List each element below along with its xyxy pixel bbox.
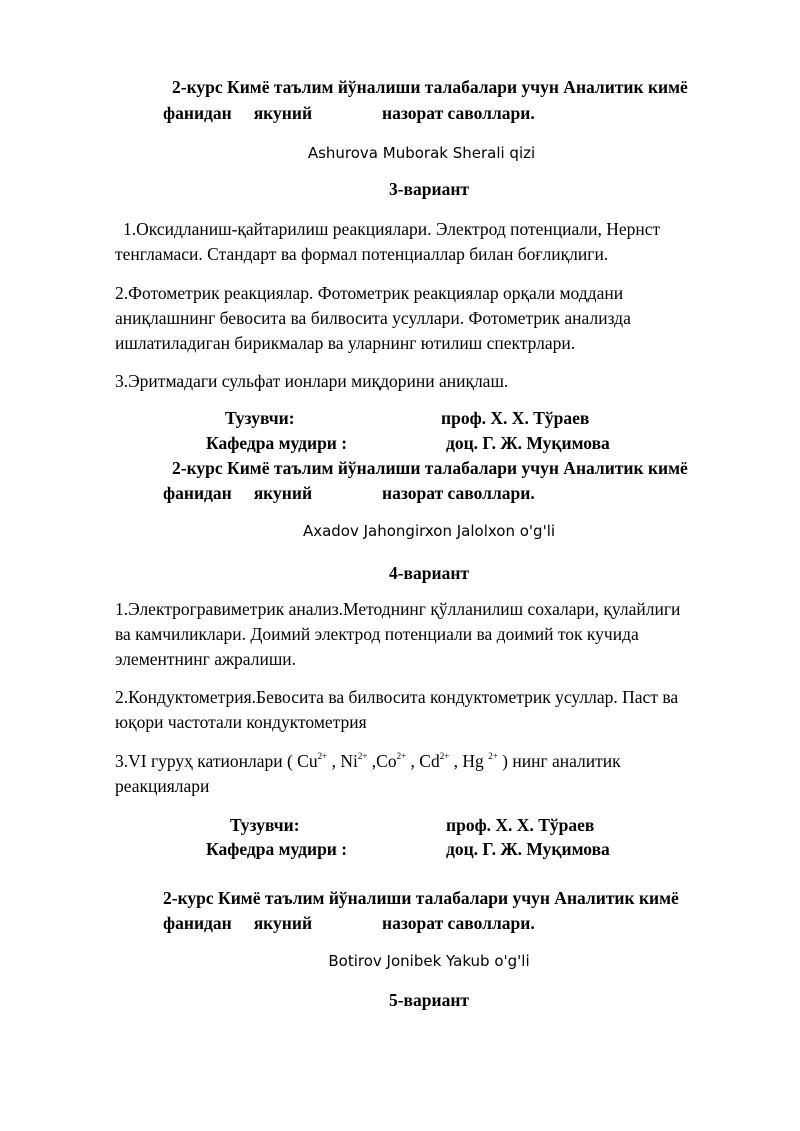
question-3 [115, 749, 735, 799]
question-2 [115, 281, 735, 356]
exam-heading-line1: 2-курс Кимё таълим йўналиши талабалари учун Аналитик кимё [172, 77, 688, 97]
question-line: ишлатиладиган бирикмалар ва уларнинг ютилиш спектрлари. [115, 333, 576, 353]
question-line [115, 749, 735, 774]
variant-title: 4-вариант [388, 563, 470, 583]
compiler-label: Тузувчи: [225, 408, 295, 428]
heading-word-final: якуний [253, 103, 313, 123]
heading-word-control: назорат саволлари. [382, 103, 535, 123]
exam-heading-line2 [163, 911, 535, 936]
question-line: 2.Фотометрик реакциялар. Фотометрик реакциялар орқали моддани [115, 283, 624, 303]
heading-word-subject: фанидан [163, 483, 232, 503]
ion-Co: $Co^{2+}$ , [376, 751, 420, 771]
question-suffix: ) нинг аналитик [502, 751, 621, 771]
variant-title: 5-вариант [388, 990, 470, 1010]
student-name: Axadov Jahongirxon Jalolxon o'g'li [302, 522, 556, 540]
question-3 [115, 369, 735, 394]
question-1 [115, 217, 735, 267]
heading-word-subject: фанидан [163, 913, 232, 933]
question-prefix: 3.VI гуруҳ катионлари ( [115, 751, 298, 771]
question-line: ва камчиликлари. Доимий электрод потенциали ва доимий ток кучида [115, 624, 639, 644]
head-name: доц. Г. Ж. Муқимова [446, 839, 610, 859]
question-line: 1.Электрогравиметрик анализ.Методнинг қўлланилиш сохалари, қулайлиги [115, 599, 681, 619]
student-name: Botirov Jonibek Yakub o'g'li [328, 952, 530, 970]
compiler-label: Тузувчи: [230, 815, 300, 835]
heading-word-final: якуний [253, 913, 313, 933]
variant-title: 3-вариант [388, 179, 470, 199]
ion-Cu: $Cu^{2+}$ , [297, 751, 341, 771]
compiler-name: проф. Х. Х. Тўраев [446, 815, 595, 835]
exam-heading-line2 [163, 101, 535, 126]
student-name: Ashurova Muborak Sherali qizi [307, 144, 536, 162]
ion-Cd: $Cd^{2+}$ , [419, 751, 463, 771]
question-line: 2.Кондуктометрия.Бевосита ва билвосита кондуктометрик усуллар. Паст ва [115, 687, 679, 707]
question-2 [115, 685, 735, 735]
ion-Ni: $Ni^{2+}$ , [340, 751, 377, 771]
question-line: 3.Эритмадаги сульфат ионлари миқдорини аниқлаш. [115, 371, 509, 391]
question-line: элементнинг ажралиши. [115, 649, 297, 669]
exam-heading-line1: 2-курс Кимё таълим йўналиши талабалари учун Аналитик кимё [172, 458, 688, 478]
heading-word-subject: фанидан [163, 103, 232, 123]
heading-word-control: назорат саволлари. [382, 483, 535, 503]
exam-heading-line2 [163, 481, 535, 506]
heading-word-control: назорат саволлари. [382, 913, 535, 933]
question-line: реакциялари [115, 776, 210, 796]
compiler-name: проф. Х. Х. Тўраев [441, 408, 590, 428]
question-1 [115, 597, 745, 672]
ion-Hg: Hg $^{2+}$ [462, 751, 498, 771]
head-label: Кафедра мудири : [206, 433, 348, 453]
exam-heading-line1: 2-курс Кимё таълим йўналиши талабалари учун Аналитик кимё [163, 888, 679, 908]
head-name: доц. Г. Ж. Муқимова [446, 433, 610, 453]
question-line: 1.Оксидланиш-қайтарилиш реакциялари. Электрод потенциали, Нернст [123, 219, 661, 239]
question-line: юқори частотали кондуктометрия [115, 712, 367, 732]
question-line: аниқлашнинг бевосита ва билвосита усуллари. Фотометрик анализда [115, 308, 631, 328]
head-label: Кафедра мудири : [206, 839, 348, 859]
heading-word-final: якуний [253, 483, 313, 503]
question-line: тенгламаси. Стандарт ва формал потенциаллар билан боғлиқлиги. [115, 244, 609, 264]
